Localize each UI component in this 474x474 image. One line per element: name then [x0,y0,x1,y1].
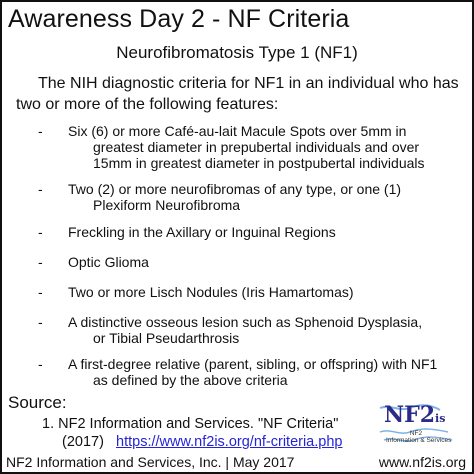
intro-paragraph: The NIH diagnostic criteria for NF1 in an individual who has two or more of the following features: [16,75,459,113]
criteria-dash: - [38,254,43,270]
criteria-text-continued: as defined by the above criteria [93,372,288,388]
criteria-dash: - [38,123,43,139]
logo-wordmark: NF2is [384,402,446,428]
criteria-text: Two or more Lisch Nodules (Iris Hamartomas) [68,284,354,300]
criteria-dash: - [38,181,43,197]
reference-link[interactable]: https://www.nf2is.org/nf-criteria.php [116,434,343,450]
footer-website: www.nf2is.org [378,454,466,470]
page-subtitle: Neurofibromatosis Type 1 (NF1) [116,43,358,62]
criteria-text-continued: Plexiform Neurofibroma [93,197,241,213]
reference-line: 1. NF2 Information and Services. "NF Criteria" [42,416,339,432]
criteria-text-continued: or Tibial Pseudarthrosis [93,330,240,346]
reference-year: (2017) [62,434,104,450]
criteria-text: A distinctive osseous lesion such as Sphenoid Dysplasia, [68,314,423,330]
criteria-text: A first-degree relative (parent, sibling, or offspring) with NF1 [68,356,438,372]
criteria-text: Six (6) or more Café-au-lait Macule Spots over 5mm in [68,123,407,139]
criteria-text: Optic Glioma [68,254,149,270]
criteria-text-continued: 15mm in greatest diameter in postpubertal individuals [93,155,425,171]
footer-organization: NF2 Information and Services, Inc. | May 2017 [6,454,295,470]
nf2is-logo [378,402,458,454]
criteria-dash: - [38,314,43,330]
source-heading: Source: [8,393,67,412]
reference-line-2 [62,433,342,451]
criteria-text: Freckling in the Axillary or Inguinal Regions [68,224,336,240]
criteria-text-continued: greatest diameter in prepubertal individuals and over [93,139,420,155]
criteria-dash: - [38,224,43,240]
criteria-dash: - [38,356,43,372]
criteria-text: Two (2) or more neurofibromas of any type, or one (1) [68,181,402,197]
logo-tagline: NF2 Information & Services [386,430,452,444]
page-title: Awareness Day 2 - NF Criteria [8,5,350,33]
criteria-dash: - [38,284,43,300]
